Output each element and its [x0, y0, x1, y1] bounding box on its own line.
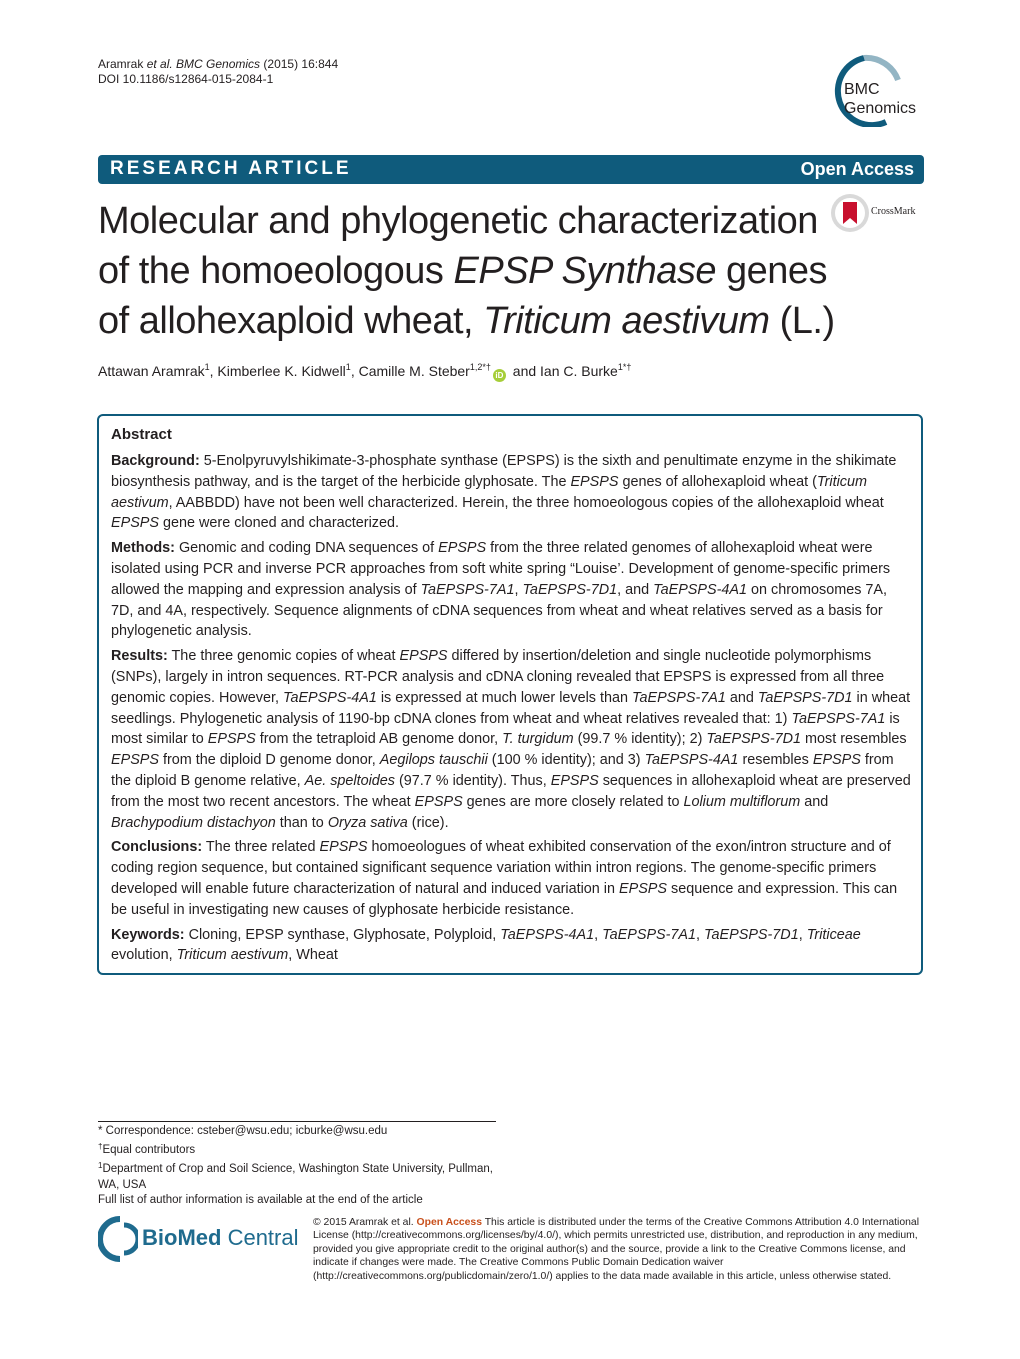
abstract-text-run: and	[725, 689, 758, 706]
abstract-text-run: EPSPS	[570, 473, 619, 490]
license-open-access: Open Access	[416, 1217, 482, 1228]
abstract-text-run: TaEPSPS-4A1	[282, 689, 377, 706]
author-2: Kimberlee K. Kidwell	[217, 363, 346, 379]
abstract-text-run: EPSPS	[319, 839, 368, 856]
abstract-text-run: TaEPSPS-7A1	[632, 689, 726, 706]
abstract-text-run: (rice).	[407, 814, 449, 831]
author-3: Camille M. Steber	[358, 363, 470, 379]
abstract-text-run: (100 % identity); and 3)	[487, 752, 645, 769]
abstract-text-run: and	[800, 793, 829, 810]
doi-line: DOI 10.1186/s12864-015-2084-1	[98, 72, 274, 86]
abstract-text-run: sequence and expression. This can be useful in investigating new causes of glyphosate herbicide resistance.	[111, 880, 898, 918]
abstract-text-run: gene were cloned and characterized.	[159, 515, 399, 532]
abstract-text-run: homoeologues of wheat exhibited conservation of the exon/intron structure and of coding region sequence, but contained significant sequence variation within intron regions. The genome-specific primers developed will enable future characterization of natural and induced variation in	[111, 839, 891, 897]
abstract-text-run: ,	[594, 926, 603, 943]
abstract-text-run: Cloning, EPSP synthase, Glyphosate, Polyploid,	[184, 926, 501, 943]
abstract-box	[97, 414, 923, 975]
abstract-text-run: , and	[617, 581, 654, 598]
abstract-text-run: Brachypodium distachyon	[111, 814, 276, 831]
abstract-text-run: TaEPSPS-4A1	[653, 581, 748, 598]
author-info-note: Full list of author information is available at the end of the article	[98, 1193, 423, 1206]
logo-line-genomics: Genomics	[844, 100, 917, 117]
abstract-text-run: , AABBDD) have not been well characterized. Herein, the three homoeologous copies of the allohexaploid wheat	[168, 494, 884, 511]
abstract-text-run: Triticum aestivum	[111, 473, 867, 511]
license-statement: © 2015 Aramrak et al. Open Access This article is distributed under the terms of the Creative Commons Attribution 4.0 International License (http://creativecommons.org/licenses/by/4.0/), which permits unrestricted use, distribution, and reproduction in any medium, provided you give appropriate credit to the original author(s) and the source, provide a link to the Creative Commons license, and indicate if changes were made. The Creative Commons Public Domain Dedication waiver (http://creativecommons.org/publicdomain/zero/1.0/) applies to the data made available in this article, unless otherwise stated.	[313, 1217, 920, 1282]
crossmark-label: CrossMark	[871, 206, 916, 217]
abstract-heading: Abstract	[111, 426, 172, 443]
abstract-text-run: Triticeae	[806, 926, 861, 943]
crossmark-icon	[830, 191, 870, 235]
abstract-text-run: EPSPS	[438, 540, 487, 557]
abstract-text-run: most resembles	[801, 731, 907, 748]
abstract-text-run: Genomic and coding DNA sequences of	[174, 540, 439, 557]
abstract-text-run: Aegilops tauschii	[379, 752, 488, 769]
abstract-text-run: EPSPS	[414, 793, 463, 810]
abstract-text-run: from the diploid D genome donor,	[159, 752, 380, 769]
abstract-text-run: TaEPSPS-7D1	[522, 581, 618, 598]
article-type-banner	[98, 155, 924, 184]
abstract-text-run: EPSPS	[399, 648, 448, 665]
abstract-text-run: ,	[514, 581, 523, 598]
abstract-text-run: TaEPSPS-7D1	[704, 926, 799, 943]
abstract-content	[111, 425, 911, 970]
abstract-text-run: sequences in allohexaploid wheat are preserved from the most two recent ancestors. The wheat	[111, 772, 911, 810]
abstract-text-run: TaEPSPS-7A1	[791, 710, 886, 727]
abstract-text-run: , Wheat	[288, 947, 338, 964]
abstract-text-run: ,	[798, 926, 807, 943]
abstract-conclusions: Conclusions: The three related EPSPS homoeologues of wheat exhibited conservation of the exon/intron structure and of coding region sequence, but contained significant sequence variation within intron regions. The genome-specific primers developed will enable future characterization of natural and induced variation in EPSPS sequence and expression. This can be useful in investigating new causes of glyphosate herbicide resistance.	[111, 839, 898, 918]
abstract-methods: Methods: Genomic and coding DNA sequences of EPSPS from the three related genomes of allohexaploid wheat were isolated using PCR and inverse PCR approaches from soft white spring “Louise’. Development of genome-specific primers allowed the mapping and expression analysis of TaEPSPS-7A1, TaEPSPS-7D1, and TaEPSPS-4A1 on chromosomes 7A, 7D, and 4A, respectively. Sequence alignments of cDNA sequences from wheat and wheat relatives served as a basis for phylogenetic analysis.	[111, 540, 891, 640]
abstract-text-run: on chromosomes 7A, 7D, and 4A, respectively. Sequence alignments of cDNA sequences from wheat and wheat relatives served as a basis for phylogenetic analysis.	[111, 581, 887, 640]
abstract-text-run: TaEPSPS-7A1	[602, 926, 697, 943]
abstract-text-run: EPSPS	[207, 731, 256, 748]
footnotes	[98, 1124, 508, 1208]
abstract-results: Results: The three genomic copies of wheat EPSPS differed by insertion/deletion and single nucleotide polymorphisms (SNPs), largely in intron sequences. RT-PCR analysis and cDNA cloning revealed that EPSPS is expressed from all three genomic copies. However, TaEPSPS-4A1 is expressed at much lower levels than TaEPSPS-7A1 and TaEPSPS-7D1 in wheat seedlings. Phylogenetic analysis of 1190-bp cDNA clones from wheat and wheat relatives revealed that: 1) TaEPSPS-7A1 is most similar to EPSPS from the tetraploid AB genome donor, T. turgidum (99.7 % identity); 2) TaEPSPS-7D1 most resembles EPSPS from the diploid D genome donor, Aegilops tauschii (100 % identity); and 3) TaEPSPS-4A1 resembles EPSPS from the diploid B genome relative, Ae. speltoides (97.7 % identity). Thus, EPSPS sequences in allohexaploid wheat are preserved from the most two recent ancestors. The wheat EPSPS genes are more closely related to Lolium multiflorum and Brachypodium distachyon than to Oryza sativa (rice).	[111, 648, 911, 831]
abstract-text-run: 5-Enolpyruvylshikimate-3-phosphate synthase (EPSPS) is the sixth and penultimate enzyme in the shikimate biosynthesis pathway, and is the target of the herbicide glyphosate. The	[111, 453, 897, 490]
bmc-genomics-logo	[824, 52, 934, 127]
abstract-text-run: is most similar to	[111, 710, 900, 748]
abstract-text-run: TaEPSPS-7A1	[420, 581, 515, 598]
abstract-text-run: T. turgidum	[502, 731, 574, 748]
author-4: Ian C. Burke	[540, 363, 618, 379]
crossmark-badge[interactable]	[830, 191, 930, 239]
orcid-icon[interactable]: iD	[493, 369, 506, 382]
abstract-text-run: The three related	[202, 839, 320, 856]
abstract-text-run: TaEPSPS-4A1	[500, 926, 595, 943]
abstract-text-run: TaEPSPS-7D1	[757, 689, 853, 706]
abstract-text-run: (97.7 % identity). Thus,	[395, 772, 551, 789]
abstract-text-run: EPSPS	[812, 752, 861, 769]
abstract-text-run: (99.7 % identity); 2)	[573, 731, 707, 748]
abstract-text-run: The three genomic copies of wheat	[167, 648, 400, 665]
abstract-text-run: Ae. speltoides	[304, 772, 395, 789]
biomed-central-icon	[98, 1215, 138, 1263]
citation-line-1: Aramrak et al. BMC Genomics (2015) 16:844	[98, 57, 339, 71]
correspondence-note: * Correspondence: csteber@wsu.edu; icburke@wsu.edu	[98, 1125, 388, 1137]
footnote-divider	[98, 1121, 496, 1122]
abstract-text-run: genes are more closely related to	[462, 793, 684, 810]
abstract-text-run: from the tetraploid AB genome donor,	[255, 731, 503, 748]
abstract-text-run: genes of allohexaploid wheat (	[618, 473, 817, 490]
abstract-text-run: Oryza sativa	[327, 814, 408, 831]
logo-line-bmc: BMC	[844, 81, 880, 98]
equal-contributors-note: †Equal contributors	[98, 1142, 196, 1157]
article-type-label: RESEARCH ARTICLE	[110, 158, 352, 179]
abstract-text-run: Lolium multiflorum	[683, 793, 801, 810]
biomed-central-wordmark: BioMed Central	[142, 1225, 299, 1250]
abstract-text-run: than to	[275, 814, 328, 831]
biomed-central-logo	[98, 1215, 298, 1263]
article-title: Molecular and phylogenetic characterization of the homoeologous EPSP Synthase genes of allohexaploid wheat, Triticum aestivum (L.)	[98, 200, 835, 342]
affiliation-note: $^1$Department of Crop and Soil Science, Washington State University, Pullman, WA, USA	[98, 1161, 493, 1191]
abstract-text-run: in wheat seedlings. Phylogenetic analysis of 1190-bp cDNA clones from wheat and wheat relatives revealed that: 1)	[111, 689, 911, 727]
abstract-text-run: EPSPS	[111, 515, 159, 532]
abstract-text-run: EPSPS	[550, 772, 599, 789]
abstract-background: Background: 5-Enolpyruvylshikimate-3-phosphate synthase (EPSPS) is the sixth and penultimate enzyme in the shikimate biosynthesis pathway, and is the target of the herbicide glyphosate. The EPSPS genes of allohexaploid wheat (Triticum aestivum, AABBDD) have not been well characterized. Herein, the three homoeologous copies of the allohexaploid wheat EPSPS gene were cloned and characterized.	[111, 453, 897, 532]
author-list: Attawan Aramrak$^1$, Kimberlee K. Kidwell$^1$, Camille M. Steber$^{1,2*\dagger}$iD and Ian C. Burke$^{1*\dagger}$	[98, 362, 632, 380]
abstract-text-run: from the three related genomes of allohexaploid wheat were isolated using PCR and inverse PCR approaches from soft white spring “Louise’. Development of genome-specific primers allowed the mapping and expression analysis of	[111, 540, 891, 598]
abstract-text-run: from the diploid B genome relative,	[111, 752, 894, 789]
citation-block	[98, 57, 338, 87]
abstract-text-run: EPSPS	[111, 752, 159, 769]
abstract-keywords: Keywords: Cloning, EPSP synthase, Glyphosate, Polyploid, TaEPSPS-4A1, TaEPSPS-7A1, TaEPSPS-7D1, Triticeae evolution, Triticum aestivum, Wheat	[111, 926, 861, 964]
abstract-text-run: evolution,	[111, 947, 177, 964]
abstract-text-run: TaEPSPS-4A1	[644, 752, 739, 769]
abstract-text-run: Triticum aestivum	[176, 947, 289, 964]
abstract-text-run: EPSPS	[619, 880, 667, 897]
abstract-text-run: resembles	[738, 752, 813, 769]
author-1: Attawan Aramrak	[98, 363, 205, 379]
abstract-text-run: differed by insertion/deletion and single nucleotide polymorphisms (SNPs), largely in intron sequences. RT-PCR analysis and cDNA cloning revealed that EPSPS is expressed from all three genomic copies. However,	[111, 648, 885, 706]
open-access-label: Open Access	[800, 159, 914, 179]
abstract-text-run: ,	[696, 926, 705, 943]
abstract-text-run: TaEPSPS-7D1	[706, 731, 802, 748]
abstract-text-run: is expressed at much lower levels than	[376, 689, 633, 706]
